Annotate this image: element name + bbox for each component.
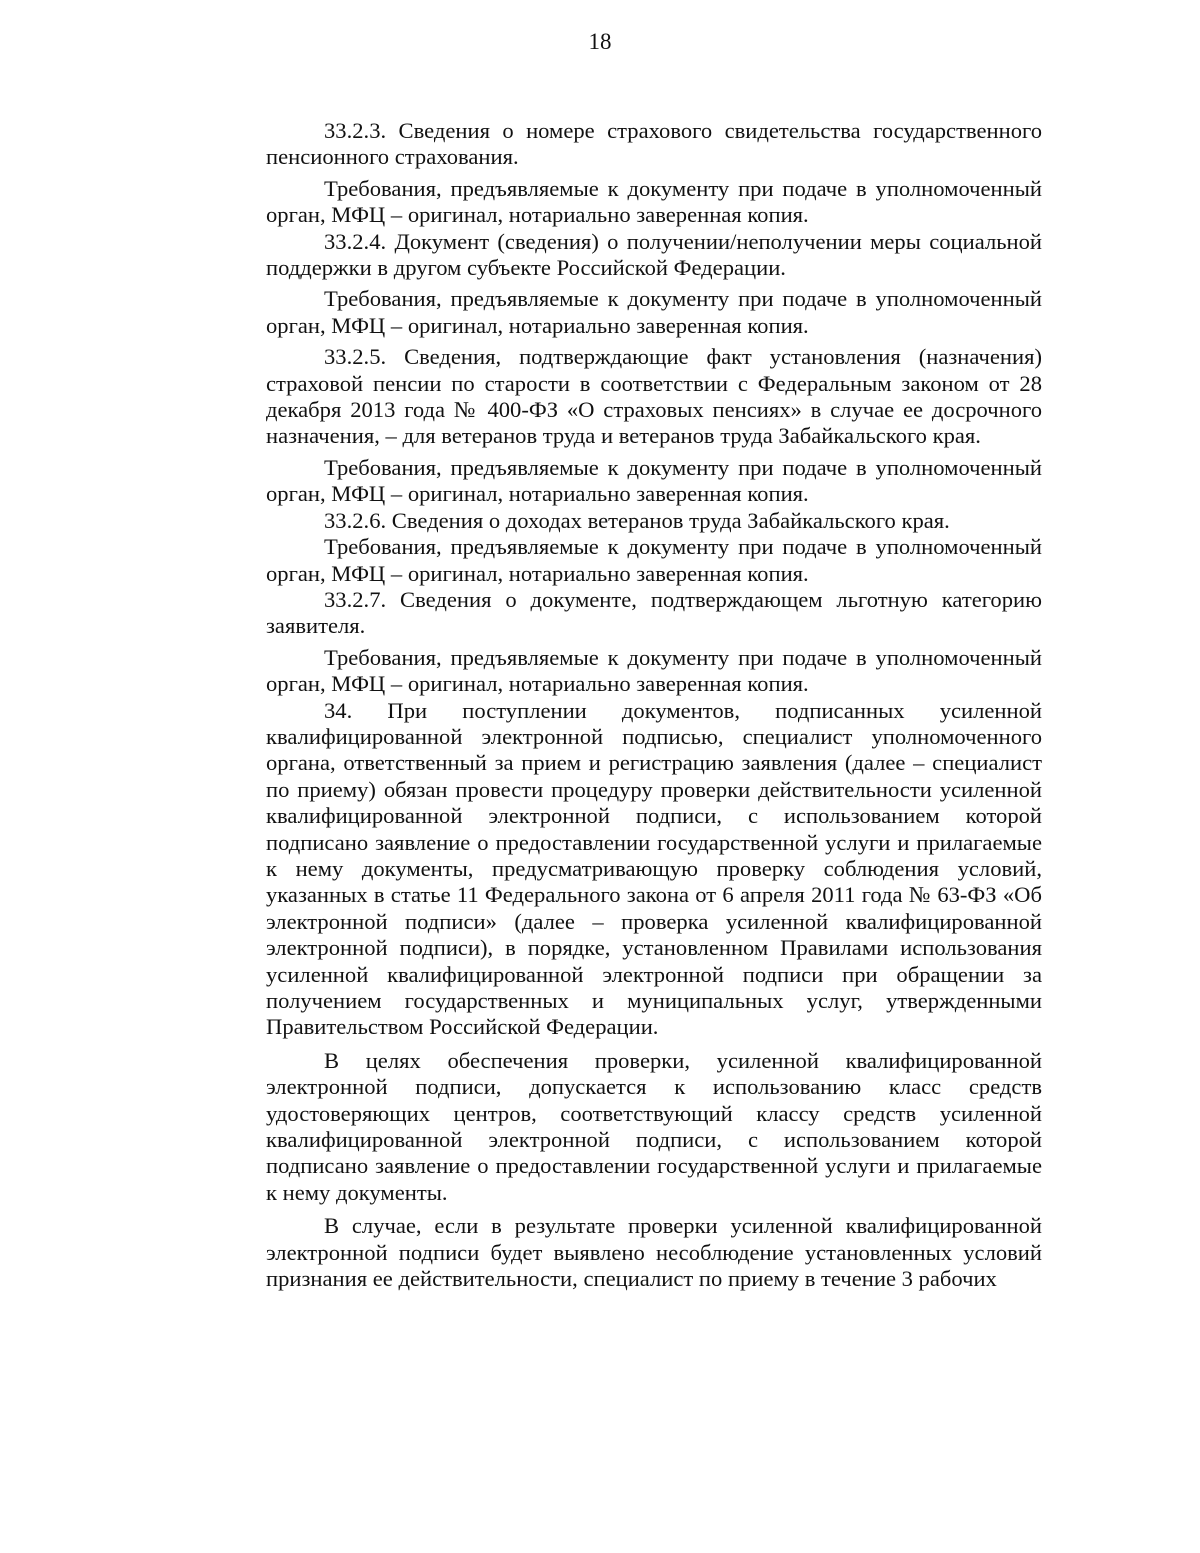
paragraph-requirements: Требования, предъявляемые к документу при подаче в уполномоченный орган, МФЦ – оригинал, нотариально заверенная копия. bbox=[266, 454, 1042, 507]
paragraph-requirements: Требования, предъявляемые к документу при подаче в уполномоченный орган, МФЦ – оригинал, нотариально заверенная копия. bbox=[266, 534, 1042, 586]
paragraph-34: 34. При поступлении документов, подписанных усиленной квалифицированной электронной подписью, специалист уполномоченного органа, ответственный за прием и регистрацию заявления (далее – специалист по приему) обязан провести процедуру проверки действительности усиленной квалифицированной электронной подписи, с использованием которой подписано заявление о предоставлении государственной услуги и прилагаемые к нему документы, предусматривающую проверку соблюдения условий, указанных в статье 11 Федерального закона от 6 апреля 2011 года № 63-ФЗ «Об электронной подписи» (далее – проверка усиленной квалифицированной электронной подписи), в порядке, установленном Правилами использования усиленной квалифицированной электронной подписи при обращении за получением государственных и муниципальных услуг, утвержденными Правительством Российской Федерации. bbox=[266, 697, 1042, 1040]
paragraph-33-2-3: 33.2.3. Сведения о номере страхового свидетельства государственного пенсионного страхования. bbox=[266, 118, 1042, 170]
paragraph-requirements: Требования, предъявляемые к документу при подаче в уполномоченный орган, МФЦ – оригинал, нотариально заверенная копия. bbox=[266, 644, 1042, 697]
paragraph-verification-means: В целях обеспечения проверки, усиленной квалифицированной электронной подписи, допускается к использованию класс средств удостоверяющих центров, соответствующий классу средств усиленной квалифицированной электронной подписи, с использованием которой подписано заявление о предоставлении государственной услуги и прилагаемые к нему документы. bbox=[266, 1047, 1042, 1205]
document-body bbox=[266, 118, 1042, 1292]
paragraph-requirements: Требования, предъявляемые к документу при подаче в уполномоченный орган, МФЦ – оригинал, нотариально заверенная копия. bbox=[266, 286, 1042, 338]
paragraph-33-2-5: 33.2.5. Сведения, подтверждающие факт установления (назначения) страховой пенсии по старости в соответствии с Федеральным законом от 28 декабря 2013 года № 400-ФЗ «О страховых пенсиях» в случае ее досрочного назначения, – для ветеранов труда и ветеранов труда Забайкальского края. bbox=[266, 344, 1042, 449]
page-number: 18 bbox=[588, 29, 612, 54]
paragraph-33-2-4: 33.2.4. Документ (сведения) о получении/неполучении меры социальной поддержки в другом субъекте Российской Федерации. bbox=[266, 228, 1042, 281]
paragraph-33-2-6: 33.2.6. Сведения о доходах ветеранов труда Забайкальского края. bbox=[324, 507, 950, 533]
paragraph-verification-failure: В случае, если в результате проверки усиленной квалифицированной электронной подписи будет выявлено несоблюдение установленных условий признания ее действительности, специалист по приему в течение 3 рабочих bbox=[266, 1213, 1042, 1292]
paragraph-requirements: Требования, предъявляемые к документу при подаче в уполномоченный орган, МФЦ – оригинал, нотариально заверенная копия. bbox=[266, 175, 1042, 228]
paragraph-33-2-7: 33.2.7. Сведения о документе, подтверждающем льготную категорию заявителя. bbox=[266, 586, 1042, 639]
